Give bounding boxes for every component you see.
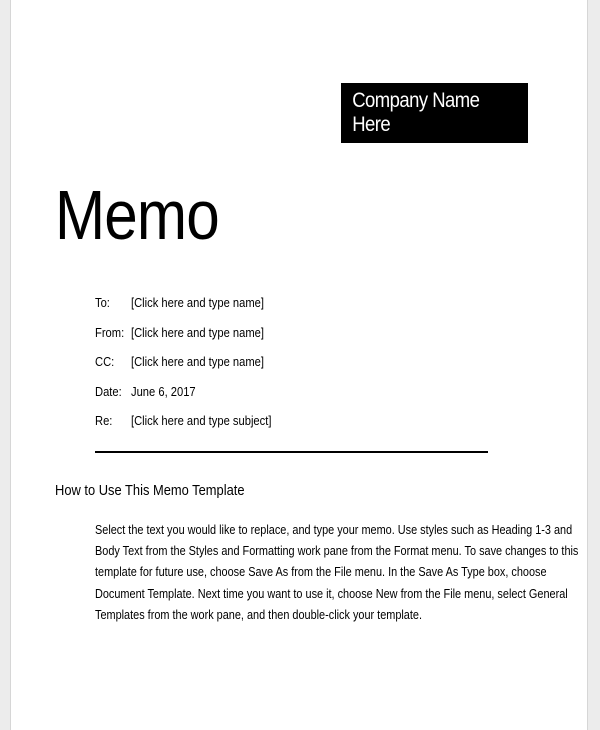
instructions-line: Document Template. Next time you want to use it, choose New from the File menu, select General — [95, 586, 568, 601]
field-label-from: From: — [95, 324, 125, 340]
field-row-re — [95, 406, 495, 436]
field-value-re[interactable]: [Click here and type subject] — [131, 413, 272, 429]
field-label-re: Re: — [95, 413, 113, 429]
memo-page — [10, 0, 588, 730]
field-row-cc — [95, 347, 495, 377]
field-value-date[interactable]: June 6, 2017 — [131, 383, 196, 399]
memo-header-fields — [95, 288, 495, 436]
company-name-box[interactable] — [341, 83, 528, 143]
field-value-cc[interactable]: [Click here and type name] — [131, 354, 264, 370]
field-row-from — [95, 318, 495, 348]
field-row-to — [95, 288, 495, 318]
instructions-paragraph — [95, 520, 579, 626]
field-label-cc: CC: — [95, 354, 115, 370]
header-divider — [95, 451, 488, 453]
instructions-line: Templates from the work pane, and then double-click your template. — [95, 607, 422, 622]
instructions-line: Select the text you would like to replace, and type your memo. Use styles such as Heading 1-3 and — [95, 523, 573, 537]
field-label-date: Date: — [95, 383, 122, 399]
instructions-line: Body Text from the Styles and Formatting work pane from the Format menu. To save changes to this — [95, 544, 579, 559]
field-value-to[interactable]: [Click here and type name] — [131, 295, 264, 311]
instructions-line: template for future use, choose Save As from the File menu. In the Save As Type box, choose — [95, 565, 547, 580]
field-value-from[interactable]: [Click here and type name] — [131, 324, 264, 340]
section-heading: How to Use This Memo Template — [55, 482, 245, 499]
field-row-date — [95, 377, 495, 407]
memo-title: Memo — [55, 176, 219, 254]
field-label-to: To: — [95, 295, 110, 311]
company-name[interactable]: Company Name Here — [352, 89, 480, 136]
